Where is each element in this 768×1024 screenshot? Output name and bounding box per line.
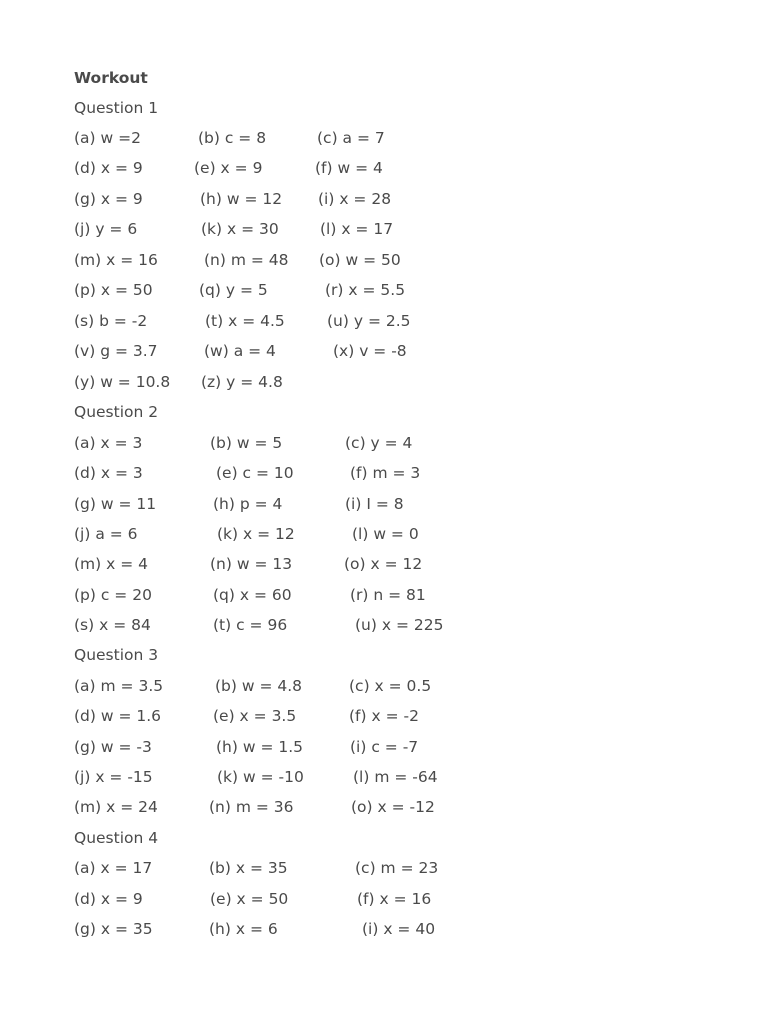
answer: (l) w = 0	[352, 525, 419, 543]
answer: (h) w = 1.5	[216, 738, 304, 756]
answer: (c) m = 23	[355, 859, 439, 877]
answer: (k) x = 30	[201, 220, 279, 238]
question-heading: Question 2	[74, 403, 159, 421]
answer: (n) m = 48	[204, 251, 289, 269]
answer: (z) y = 4.8	[201, 373, 283, 391]
answer: (w) a = 4	[204, 342, 276, 360]
answer: (g) x = 35	[74, 920, 153, 938]
answer: (k) w = -10	[217, 768, 304, 786]
answer: (q) x = 60	[213, 586, 292, 604]
answer: (x) v = -8	[333, 342, 407, 360]
answer: (b) w = 4.8	[215, 677, 303, 695]
answer: (f) w = 4	[315, 159, 383, 177]
answer: (e) x = 3.5	[213, 707, 297, 725]
answer: (d) x = 9	[74, 890, 143, 908]
answer: (r) n = 81	[350, 586, 426, 604]
answer: (c) y = 4	[345, 434, 413, 452]
answer: (t) c = 96	[213, 616, 288, 634]
answer: (s) x = 84	[74, 616, 151, 634]
answer: (g) w = -3	[74, 738, 152, 756]
answer: (h) x = 6	[209, 920, 278, 938]
answer: (s) b = -2	[74, 312, 148, 330]
document-title: Workout	[74, 69, 148, 87]
answer: (m) x = 24	[74, 798, 158, 816]
answer: (u) x = 225	[355, 616, 444, 634]
answer: (n) m = 36	[209, 798, 294, 816]
answer: (e) x = 9	[194, 159, 263, 177]
answer: (q) y = 5	[199, 281, 268, 299]
question-heading: Question 3	[74, 646, 159, 664]
answer: (f) x = -2	[349, 707, 419, 725]
answer: (b) w = 5	[210, 434, 283, 452]
answer: (o) w = 50	[319, 251, 401, 269]
answer: (e) x = 50	[210, 890, 289, 908]
answer: (n) w = 13	[210, 555, 293, 573]
answer: (h) w = 12	[200, 190, 283, 208]
answer: (j) a = 6	[74, 525, 138, 543]
answer: (g) x = 9	[74, 190, 143, 208]
answer: (o) x = 12	[344, 555, 423, 573]
answer: (m) x = 4	[74, 555, 148, 573]
answer: (b) x = 35	[209, 859, 288, 877]
answer: (e) c = 10	[216, 464, 294, 482]
answer: (g) w = 11	[74, 495, 157, 513]
answer: (j) y = 6	[74, 220, 138, 238]
answer: (l) m = -64	[353, 768, 438, 786]
answer: (a) x = 17	[74, 859, 153, 877]
question-heading: Question 4	[74, 829, 159, 847]
answer: (k) x = 12	[217, 525, 295, 543]
answer: (y) w = 10.8	[74, 373, 171, 391]
answer: (r) x = 5.5	[325, 281, 406, 299]
answer: (i) I = 8	[345, 495, 404, 513]
answer: (d) w = 1.6	[74, 707, 162, 725]
question-heading: Question 1	[74, 99, 159, 117]
answer: (c) a = 7	[317, 129, 385, 147]
answer: (a) w =2	[74, 129, 141, 147]
answer: (f) x = 16	[357, 890, 432, 908]
answer: (j) x = -15	[74, 768, 153, 786]
answer: (a) m = 3.5	[74, 677, 164, 695]
answer: (h) p = 4	[213, 495, 283, 513]
answer: (m) x = 16	[74, 251, 158, 269]
answer: (a) x = 3	[74, 434, 143, 452]
answer: (f) m = 3	[350, 464, 421, 482]
answer: (i) x = 28	[318, 190, 392, 208]
answer: (p) x = 50	[74, 281, 153, 299]
answer: (d) x = 3	[74, 464, 143, 482]
answer: (i) c = -7	[350, 738, 419, 756]
answer: (i) x = 40	[362, 920, 436, 938]
answer: (d) x = 9	[74, 159, 143, 177]
answer: (c) x = 0.5	[349, 677, 432, 695]
answer: (p) c = 20	[74, 586, 152, 604]
answer: (v) g = 3.7	[74, 342, 158, 360]
answer: (l) x = 17	[320, 220, 394, 238]
answer: (t) x = 4.5	[205, 312, 285, 330]
answer: (b) c = 8	[198, 129, 267, 147]
answer: (u) y = 2.5	[327, 312, 411, 330]
answer: (o) x = -12	[351, 798, 435, 816]
